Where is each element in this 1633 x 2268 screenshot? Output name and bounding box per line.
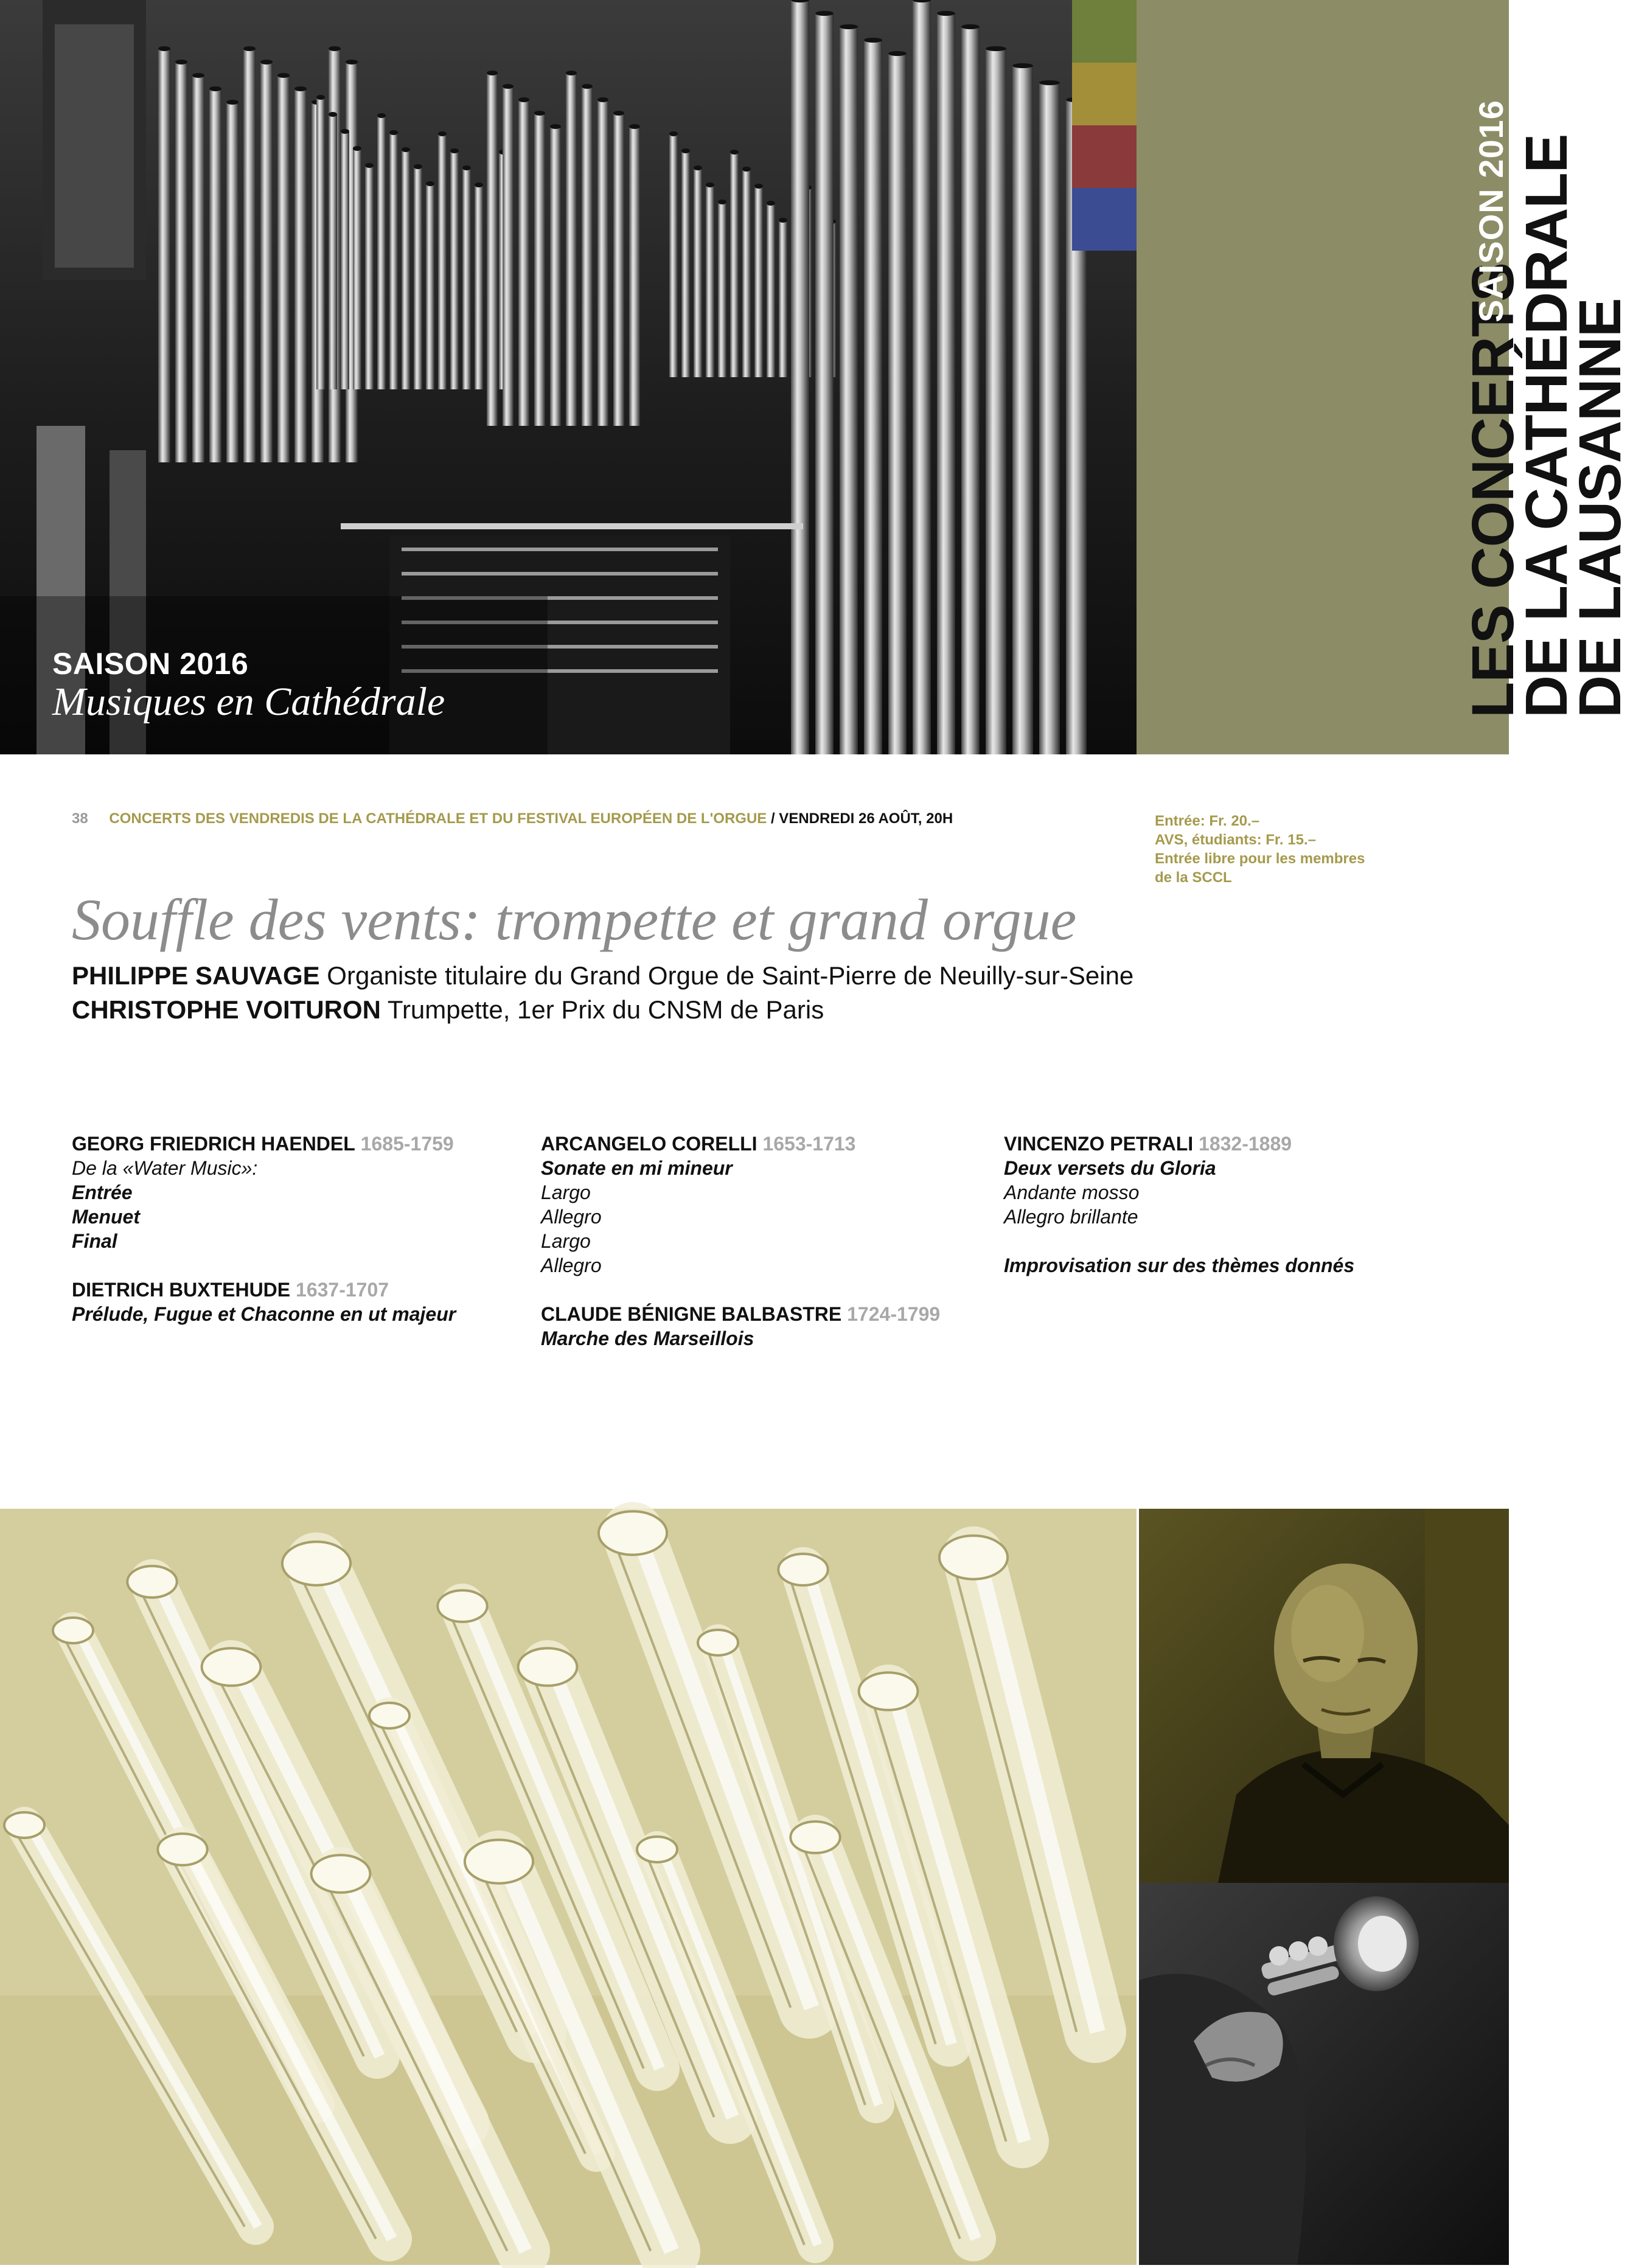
composer-name: CLAUDE BÉNIGNE BALBASTRE (541, 1303, 842, 1325)
organ-pipes-closeup-illustration (0, 1509, 1137, 2265)
trumpet-illustration (1139, 1883, 1509, 2265)
work-movement: Allegro brillante (1004, 1206, 1138, 1228)
composer-name: VINCENZO PETRALI (1004, 1133, 1194, 1155)
organ-pipes-illustration (0, 0, 1137, 754)
vertical-season: SAISON 2016 (1472, 100, 1510, 322)
performer-role: Trumpette, 1er Prix du CNSM de Paris (380, 995, 824, 1024)
vertical-title-line-3: DE LAUSANNE (1567, 298, 1633, 718)
vertical-title-line-1: LES CONCERTS (1460, 263, 1526, 718)
swatch-blue (1072, 188, 1137, 251)
work-movement: Allegro (541, 1254, 602, 1276)
concert-title: Souffle des vents: trompette et grand orgue (72, 887, 1077, 952)
work-title: Prélude, Fugue et Chaconne en ut majeur (72, 1303, 456, 1325)
composer-name: ARCANGELO CORELLI (541, 1133, 757, 1155)
olive-side-panel (1137, 0, 1509, 754)
performer-name: PHILIPPE SAUVAGE (72, 961, 320, 990)
work-movement: Allegro (541, 1206, 602, 1228)
composer-line (72, 1278, 510, 1302)
work-title: Deux versets du Gloria (1004, 1157, 1216, 1179)
work-movement: Entrée (72, 1181, 133, 1203)
cover-season-subtitle: Musiques en Cathédrale (52, 680, 445, 724)
performer-line (72, 995, 824, 1024)
swatch-ochre (1072, 63, 1137, 125)
page-header (72, 810, 953, 827)
performer-portrait-photo (1139, 1509, 1509, 1883)
composer-years: 1724-1799 (847, 1303, 941, 1325)
entry-price-line: de la SCCL (1155, 869, 1232, 886)
composer-line (541, 1302, 979, 1326)
composer-years: 1637-1707 (296, 1279, 389, 1301)
swatch-red (1072, 125, 1137, 188)
page-number: 38 (72, 810, 88, 827)
work-movement: Final (72, 1230, 117, 1252)
composer-line (1004, 1132, 1369, 1156)
organ-photo (0, 0, 1137, 754)
concert-date: / VENDREDI 26 AOÛT, 20H (770, 810, 953, 827)
composer-name: DIETRICH BUXTEHUDE (72, 1279, 291, 1301)
swatch-green (1072, 0, 1137, 63)
performer-line (72, 961, 1133, 990)
entry-price-line: AVS, étudiants: Fr. 15.– (1155, 832, 1316, 848)
program-column-1 (72, 1132, 510, 1326)
work-title: Improvisation sur des thèmes donnés (1004, 1254, 1355, 1276)
vertical-title-line-2: DE LA CATHÉDRALE (1513, 134, 1579, 718)
entry-price-line: Entrée libre pour les membres (1155, 850, 1365, 867)
portrait-illustration (1139, 1509, 1509, 1883)
cover-season-label: SAISON 2016 (52, 647, 249, 681)
entry-price-line: Entrée: Fr. 20.– (1155, 813, 1260, 829)
work-title: Marche des Marseillois (541, 1327, 754, 1349)
work-movement: Largo (541, 1230, 591, 1252)
concert-series: CONCERTS DES VENDREDIS DE LA CATHÉDRALE ET DU FESTIVAL EUROPÉEN DE L'ORGUE (109, 810, 767, 827)
program-column-2 (541, 1132, 979, 1351)
composer-line (72, 1132, 510, 1156)
work-movement: Menuet (72, 1206, 140, 1228)
composer-name: GEORG FRIEDRICH HAENDEL (72, 1133, 355, 1155)
performer-name: CHRISTOPHE VOITURON (72, 995, 381, 1024)
performer-role: Organiste titulaire du Grand Orgue de Saint-Pierre de Neuilly-sur-Seine (319, 961, 1134, 990)
composer-years: 1685-1759 (360, 1133, 454, 1155)
composer-line (541, 1132, 979, 1156)
composer-years: 1832-1889 (1199, 1133, 1292, 1155)
work-title: Sonate en mi mineur (541, 1157, 733, 1179)
work-movement: Largo (541, 1181, 591, 1203)
program-column-3 (1004, 1132, 1369, 1278)
composer-years: 1653-1713 (762, 1133, 856, 1155)
organ-pipes-closeup-photo (0, 1509, 1137, 2265)
entry-prices (1155, 812, 1410, 887)
work-intro: De la «Water Music»: (72, 1157, 258, 1179)
trumpet-photo (1139, 1883, 1509, 2265)
work-movement: Andante mosso (1004, 1181, 1140, 1203)
